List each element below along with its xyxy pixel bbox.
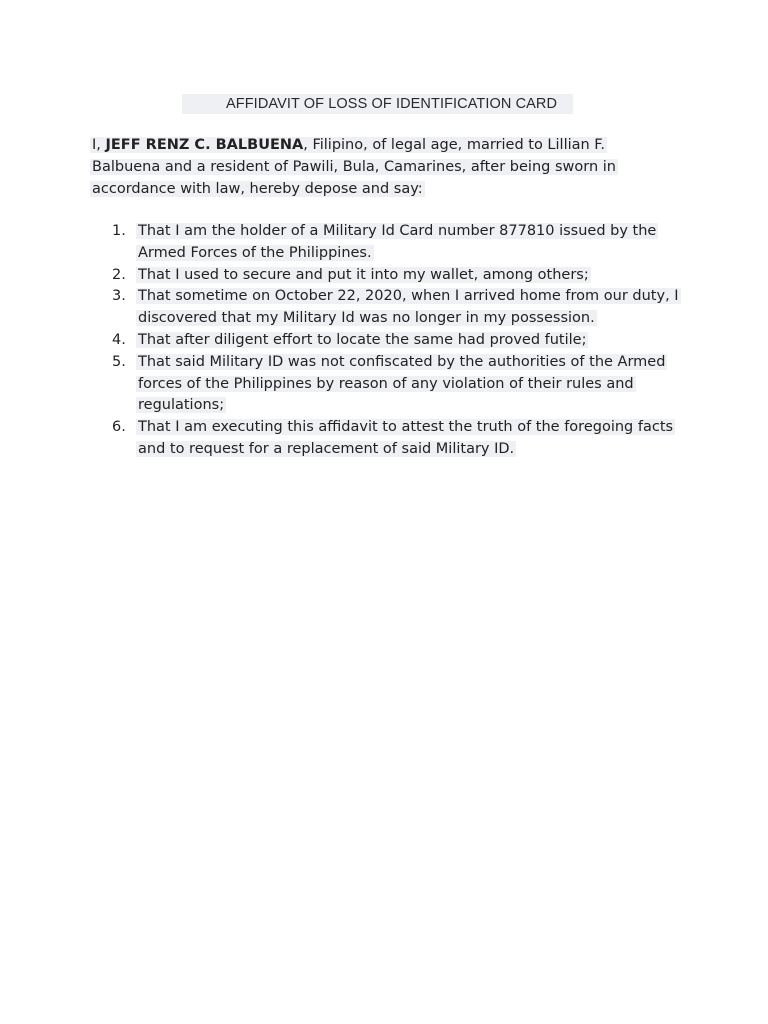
list-item [106,352,686,417]
list-item-text: That after diligent effort to locate the same had proved futile; [138,331,587,348]
affiant-name: JEFF RENZ C. BALBUENA [105,137,304,153]
list-item-text: That I am the holder of a Military Id Card number 877810 issued by the Armed Forces of the Philippines. [138,223,657,261]
intro-text-run [90,137,618,197]
list-item [106,417,686,461]
list-item-text: That I used to secure and put it into my wallet, among others; [138,266,589,283]
intro-body: , Filipino, of legal age, married to Lillian F. Balbuena and a resident of Pawili, Bula, Camarines, after being sworn in accordance with law, hereby depose and say: [92,137,616,197]
list-item-number: 1. [112,223,126,239]
list-item-number: 6. [112,419,126,436]
list-item [106,286,686,330]
document-title: AFFIDAVIT OF LOSS OF IDENTIFICATION CARD [182,94,573,114]
list-item-text: That sometime on October 22, 2020, when I arrived home from our duty, I discovered that my Military Id was no longer in my possession. [138,288,679,327]
title-block [182,93,602,113]
intro-paragraph [90,135,650,200]
list-item-text: That I am executing this affidavit to attest the truth of the foregoing facts and to request for a replacement of said Military ID. [138,419,674,457]
statement-list [106,221,686,461]
list-item-number: 2. [112,266,126,283]
list-item-number: 5. [112,353,126,370]
list-item [106,221,686,265]
list-item [106,330,686,352]
list-item-number: 3. [112,288,126,305]
list-item-number: 4. [112,331,126,348]
list-item [106,265,686,287]
list-item-text: That said Military ID was not confiscated by the authorities of the Armed forces of the Philippines by reason of any violation of their rules and regulations; [138,353,666,414]
intro-prefix: I, [92,137,106,153]
